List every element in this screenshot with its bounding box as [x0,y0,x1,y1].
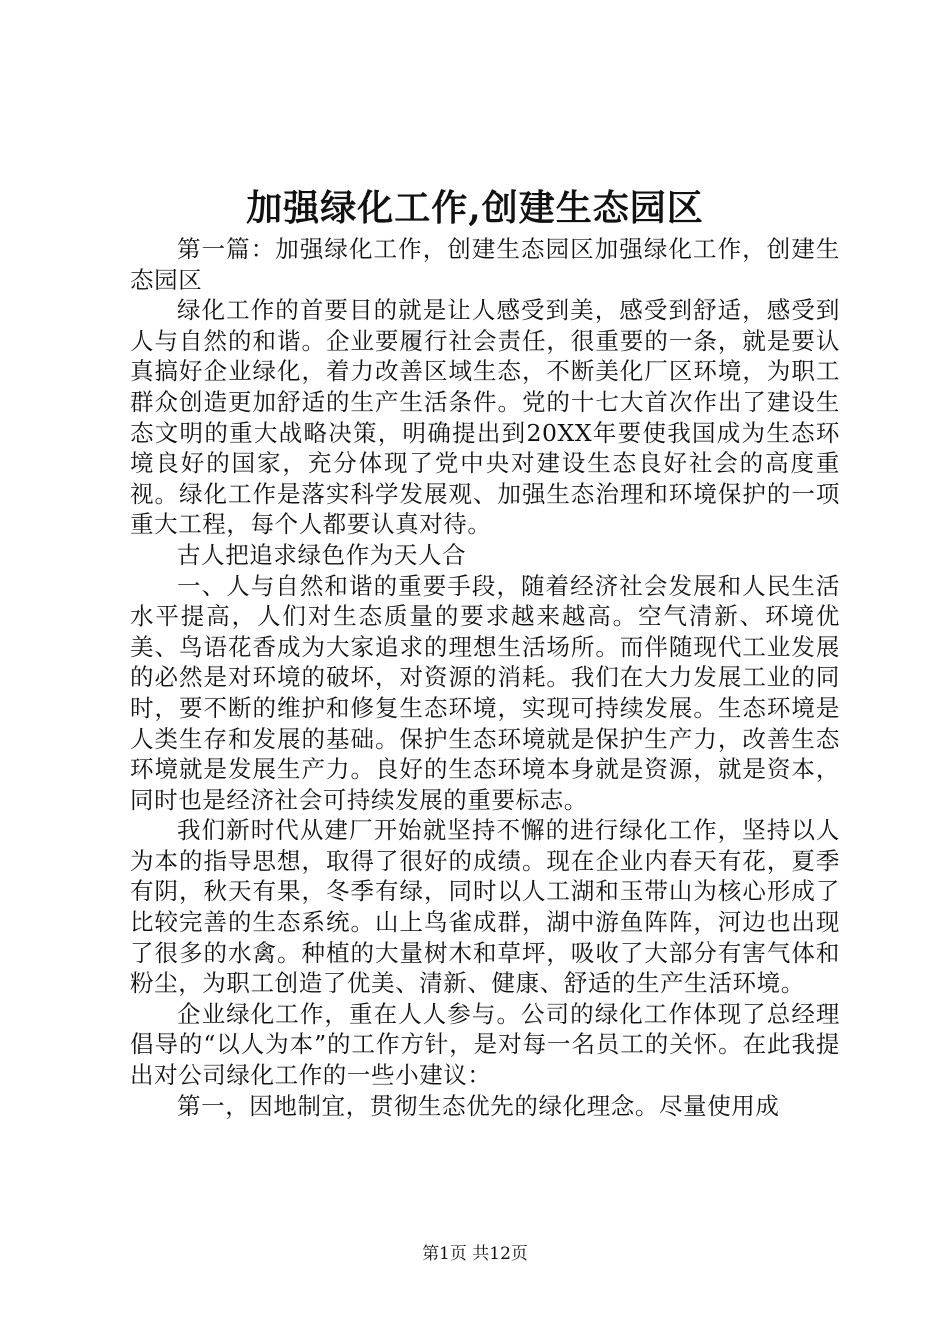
paragraph: 企业绿化工作，重在人人参与。公司的绿化工作体现了总经理倡导的“以人为本”的工作方针，是对每一名员工的关怀。在此我提出对公司绿化工作的一些小建议： [130,999,840,1090]
paragraph: 第一篇：加强绿化工作，创建生态园区加强绿化工作，创建生态园区 [130,235,840,294]
document-body [130,234,840,1121]
page-number-footer: 第1页 共12页 [422,1244,528,1264]
paragraph: 古人把追求绿色作为天人合 [177,540,467,569]
paragraph: 第一，因地制宜，贯彻生态优先的绿化理念。尽量使用成 [177,1091,780,1120]
paragraph: 一、人与自然和谐的重要手段，随着经济社会发展和人民生活水平提高，人们对生态质量的要求越来越高。空气清新、环境优美、鸟语花香成为大家追求的理想生活场所。而伴随现代工业发展的必然是对环境的破坏，对资源的消耗。我们在大力发展工业的同时，要不断的维护和修复生态环境，实现可持续发展。生态环境是人类生存和发展的基础。保护生态环境就是保护生产力，改善生态环境就是发展生产力。良好的生态环境本身就是资源，就是资本，同时也是经济社会可持续发展的重要标志。 [130,571,840,814]
paragraph: 我们新时代从建厂开始就坚持不懈的进行绿化工作，坚持以人为本的指导思想，取得了很好的成绩。现在企业内春天有花，夏季有阴，秋天有果，冬季有绿，同时以人工湖和玉带山为核心形成了比较完善的生态系统。山上鸟雀成群，湖中游鱼阵阵，河边也出现了很多的水禽。种植的大量树木和草坪，吸收了大部分有害气体和粉尘，为职工创造了优美、清新、健康、舒适的生产生活环境。 [130,816,840,998]
document-title: 加强绿化工作,创建生态园区 [246,187,704,229]
paragraph: 绿化工作的首要目的就是让人感受到美，感受到舒适，感受到人与自然的和谐。企业要履行社会责任，很重要的一条，就是要认真搞好企业绿化，着力改善区域生态，不断美化厂区环境，为职工群众创造更加舒适的生产生活条件。党的十七大首次作出了建设生态文明的重大战略决策，明确提出到20XX年要使我国成为生态环境良好的国家，充分体现了党中央对建设生态良好社会的高度重视。绿化工作是落实科学发展观、加强生态治理和环境保护的一项重大工程，每个人都要认真对待。 [130,296,840,539]
